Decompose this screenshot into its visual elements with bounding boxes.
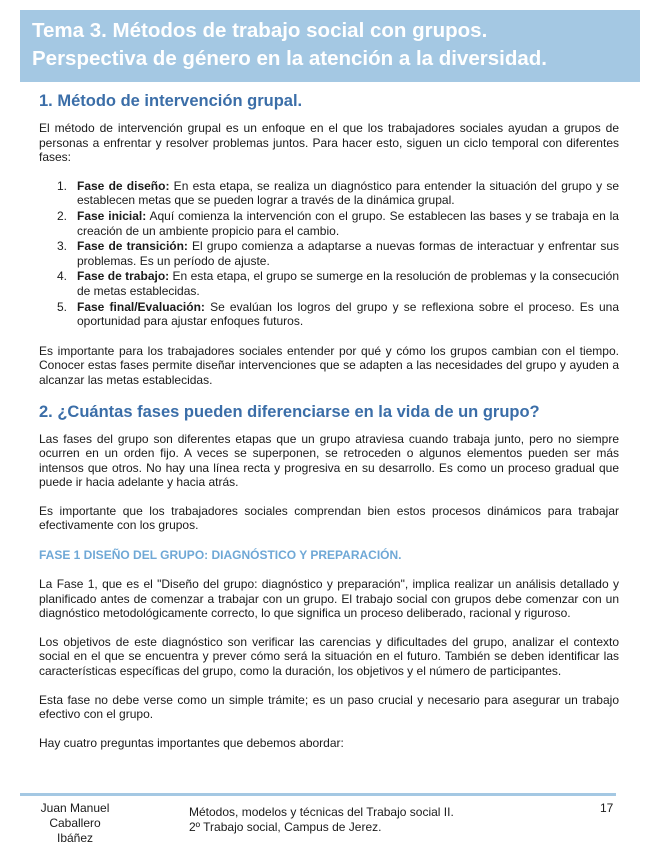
phase-number: 2.	[57, 208, 68, 223]
phase-item-5	[39, 300, 619, 329]
phase-item-4	[39, 269, 619, 298]
section1-heading: 1. Método de intervención grupal.	[39, 92, 303, 110]
phase-item-3	[39, 239, 619, 268]
chapter-title-line2: Perspectiva de género en la atención a la diversidad.	[32, 47, 547, 70]
section1-closing: Es importante para los trabajadores sociales entender por qué y cómo los grupos cambian con el tiempo. Conocer estas fases permite diseñar intervenciones que se adapten a las necesidades del grupo y ayuden a alcanzar las metas establecidas.	[39, 343, 619, 387]
phase-text: Se evalúan los logros del grupo y se reflexiona sobre el proceso. Es una oportunidad para ajustar enfoques futuros.	[77, 299, 619, 329]
phase-text: El grupo comienza a adaptarse a nuevas formas de interactuar y enfrentar sus problemas. Es un período de ajuste.	[77, 239, 619, 268]
footer-course	[189, 805, 454, 835]
phases-list	[39, 179, 619, 329]
author-line1: Juan Manuel	[40, 801, 110, 815]
course-line1: Métodos, modelos y técnicas del Trabajo social II.	[189, 805, 454, 819]
phase-term: Fase de trabajo:	[77, 269, 170, 284]
phase-text: Aquí comienza la intervención con el grupo. Se establecen las bases y se trabaja en la creación de un ambiente propicio para el cambio.	[77, 208, 619, 238]
section2-heading: 2. ¿Cuántas fases pueden diferenciarse en la vida de un grupo?	[39, 402, 540, 421]
phase-item-2	[39, 209, 619, 238]
chapter-title-banner	[20, 10, 640, 82]
section1-intro: El método de intervención grupal es un enfoque en el que los trabajadores sociales ayudan a grupos de personas a enfrentar y resolver problemas juntos. Para hacer esto, siguen un ciclo temporal con diferentes fases:	[39, 121, 619, 165]
chapter-title-line1: Tema 3. Métodos de trabajo social con grupos.	[32, 19, 488, 42]
phase-text: En esta etapa, el grupo se sumerge en la resolución de problemas y la consecución de metas establecidas.	[77, 269, 619, 298]
phase-term: Fase final/Evaluación:	[77, 299, 205, 314]
section2-paragraph-2: Es importante que los trabajadores sociales comprendan bien estos procesos dinámicos para trabajar efectivamente con los grupos.	[39, 503, 619, 533]
document-body	[39, 90, 619, 750]
phase-number: 3.	[57, 239, 68, 254]
chapter-title	[32, 17, 628, 73]
phase-number: 5.	[57, 299, 68, 314]
phase-number: 1.	[57, 178, 68, 193]
phase-text: En esta etapa, se realiza un diagnóstico para entender la situación del grupo y se establecen metas que se pueden lograr a través de la dinámica grupal.	[77, 178, 619, 208]
phase1-paragraph-3: Esta fase no debe verse como un simple trámite; es un paso crucial y necesario para asegurar un trabajo efectivo con el grupo.	[39, 692, 619, 722]
author-line2: Caballero	[49, 816, 101, 830]
phase1-heading: FASE 1 DISEÑO DEL GRUPO: DIAGNÓSTICO Y PREPARACIÓN.	[39, 548, 402, 563]
footer-author	[28, 801, 122, 846]
author-line3: Ibáñez	[56, 831, 94, 845]
phase-term: Fase inicial:	[77, 208, 147, 223]
phase-number: 4.	[57, 269, 68, 284]
course-line2: 2º Trabajo social, Campus de Jerez.	[189, 820, 382, 834]
phase-term: Fase de diseño:	[77, 178, 170, 193]
footer-divider	[20, 793, 616, 796]
page-number: 17	[600, 801, 614, 815]
phase1-paragraph-4: Hay cuatro preguntas importantes que debemos abordar:	[39, 735, 344, 750]
section2-paragraph-1: Las fases del grupo son diferentes etapas que un grupo atraviesa cuando trabaja junto, pero no siempre ocurren en un orden fijo. A veces se superponen, se retroceden o algunos elementos pueden ser más intensos que otros. No hay una línea recta y progresiva en su desarrollo. Es como un proceso gradual que puede ir hacia adelante y hacia atrás.	[39, 431, 619, 490]
phase-item-1	[39, 179, 619, 208]
phase1-paragraph-2: Los objetivos de este diagnóstico son verificar las carencias y dificultades del grupo, analizar el contexto social en el que se encuentra y prever cómo será la situación en el futuro. También se deben identificar las características específicas del grupo, como la duración, los objetivos y el número de participantes.	[39, 634, 619, 679]
phase-term: Fase de transición:	[77, 239, 188, 254]
phase1-paragraph-1: La Fase 1, que es el "Diseño del grupo: diagnóstico y preparación", implica realizar un análisis detallado y planificado antes de comenzar a trabajar con un grupo. El trabajo social con grupos debe comenzar con un diagnóstico metodológicamente correcto, lo que significa un proceso deliberado, racional y riguroso.	[39, 577, 619, 621]
